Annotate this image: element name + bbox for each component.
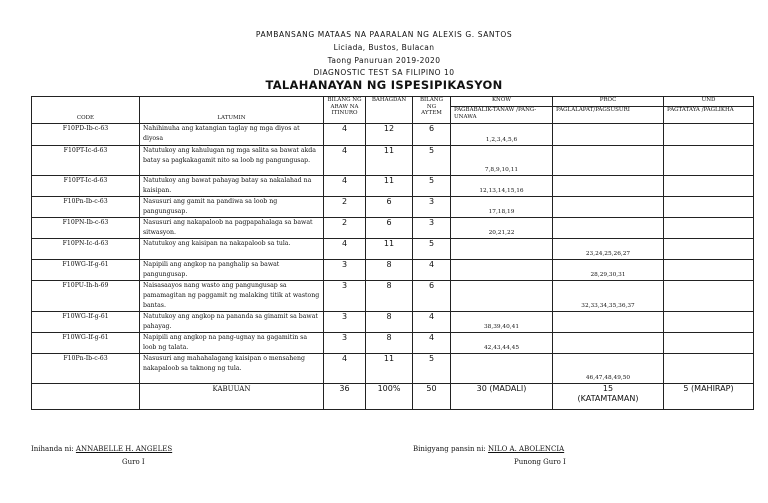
row-und-items bbox=[664, 146, 754, 176]
row-items: 4 bbox=[413, 260, 451, 281]
table-row bbox=[32, 260, 754, 281]
table-row bbox=[32, 124, 754, 146]
noted-by bbox=[413, 445, 564, 453]
header-know-sub: PAGBABALIK-TANAW /PANG-UNAWA bbox=[451, 107, 553, 124]
row-days: 3 bbox=[324, 333, 366, 354]
total-know: 30 (MADALI) bbox=[451, 384, 553, 410]
row-percent: 11 bbox=[366, 239, 413, 260]
row-latumin: Nasusuri ang nakapaloob na pagpapahalaga sa bawat sitwasyon. bbox=[140, 218, 324, 239]
row-proc-items bbox=[553, 197, 664, 218]
noted-label: Binigyang pansin ni: bbox=[413, 445, 486, 453]
row-latumin: Napipili ang angkop na panghalip sa bawat pangungusap. bbox=[140, 260, 324, 281]
row-know-items: 17,18,19 bbox=[451, 197, 553, 218]
header-latumin: LATUMIN bbox=[140, 97, 324, 124]
noted-name: NILO A. ABOLENCIA bbox=[488, 445, 565, 453]
row-know-items: 42,43,44,45 bbox=[451, 333, 553, 354]
row-know-items bbox=[451, 281, 553, 312]
row-days: 3 bbox=[324, 281, 366, 312]
row-percent: 8 bbox=[366, 260, 413, 281]
prepared-label: Inihanda ni: bbox=[31, 445, 74, 453]
row-items: 5 bbox=[413, 239, 451, 260]
row-code: F10PT-Ic-d-63 bbox=[32, 146, 140, 176]
row-proc-items bbox=[553, 124, 664, 146]
total-proc bbox=[553, 384, 664, 410]
total-items: 50 bbox=[413, 384, 451, 410]
row-latumin: Napipili ang angkop na pang-ugnay na gagamitin sa loob ng talata. bbox=[140, 333, 324, 354]
row-code: F10PT-Ic-d-63 bbox=[32, 176, 140, 197]
row-items: 3 bbox=[413, 218, 451, 239]
row-percent: 12 bbox=[366, 124, 413, 146]
row-code: F10WG-If-g-61 bbox=[32, 333, 140, 354]
table-row bbox=[32, 354, 754, 384]
school-address: Liciada, Bustos, Bulacan bbox=[333, 43, 435, 52]
row-proc-items: 23,24,25,26,27 bbox=[553, 239, 664, 260]
header-items: BILANG NG AYTEM bbox=[413, 97, 451, 124]
row-items: 5 bbox=[413, 354, 451, 384]
row-code: F10PU-Ih-h-69 bbox=[32, 281, 140, 312]
row-und-items bbox=[664, 281, 754, 312]
table-row bbox=[32, 239, 754, 260]
row-code: F10Pn-Ib-c-63 bbox=[32, 197, 140, 218]
row-percent: 8 bbox=[366, 281, 413, 312]
row-code: F10WG-If-g-61 bbox=[32, 260, 140, 281]
row-know-items: 12,13,14,15,16 bbox=[451, 176, 553, 197]
row-days: 4 bbox=[324, 176, 366, 197]
header-proc: PROC bbox=[553, 97, 664, 107]
row-latumin: Naisasaayos nang wasto ang pangungusap sa pamamagitan ng paggamit ng malaking titik at wastong bantas. bbox=[140, 281, 324, 312]
school-year: Taong Panuruan 2019-2020 bbox=[327, 56, 441, 65]
table-row bbox=[32, 333, 754, 354]
row-know-items: 1,2,3,4,5,6 bbox=[451, 124, 553, 146]
total-proc-level: (KATAMTAMAN) bbox=[577, 394, 639, 403]
total-label: KABUUAN bbox=[140, 384, 324, 410]
row-percent: 8 bbox=[366, 333, 413, 354]
row-proc-items bbox=[553, 333, 664, 354]
row-latumin: Natutukoy ang kahulugan ng mga salita sa bawat akda batay sa pagkakagamit nito sa loob ng pangungusap. bbox=[140, 146, 324, 176]
row-code: F10PD-Ib-c-63 bbox=[32, 124, 140, 146]
row-und-items bbox=[664, 260, 754, 281]
total-proc-count: 15 bbox=[602, 384, 614, 393]
row-proc-items bbox=[553, 176, 664, 197]
prepared-position: Guro I bbox=[122, 458, 145, 466]
row-items: 5 bbox=[413, 176, 451, 197]
table-row bbox=[32, 218, 754, 239]
table-row bbox=[32, 176, 754, 197]
row-days: 3 bbox=[324, 312, 366, 333]
row-latumin: Nahihinuha ang katangian taglay ng mga diyos at diyosa bbox=[140, 124, 324, 146]
row-proc-items bbox=[553, 218, 664, 239]
row-latumin: Natutukoy ang bawat pahayag batay sa nakalahad na kaisipan. bbox=[140, 176, 324, 197]
row-know-items bbox=[451, 354, 553, 384]
row-items: 4 bbox=[413, 333, 451, 354]
row-days: 3 bbox=[324, 260, 366, 281]
row-days: 4 bbox=[324, 239, 366, 260]
row-know-items: 20,21,22 bbox=[451, 218, 553, 239]
row-latumin: Nasusuri ang gamit na pandiwa sa loob ng pangungusap. bbox=[140, 197, 324, 218]
row-know-items: 38,39,40,41 bbox=[451, 312, 553, 333]
row-know-items: 7,8,9,10,11 bbox=[451, 146, 553, 176]
row-percent: 8 bbox=[366, 312, 413, 333]
row-items: 4 bbox=[413, 312, 451, 333]
row-know-items bbox=[451, 260, 553, 281]
row-proc-items: 28,29,30,31 bbox=[553, 260, 664, 281]
table-row bbox=[32, 281, 754, 312]
row-proc-items bbox=[553, 312, 664, 333]
header-days: BILANG NG ARAW NA ITINURO bbox=[324, 97, 366, 124]
row-percent: 11 bbox=[366, 354, 413, 384]
row-code: F10Pn-Ib-c-63 bbox=[32, 354, 140, 384]
row-items: 3 bbox=[413, 197, 451, 218]
row-proc-items bbox=[553, 146, 664, 176]
specification-table bbox=[31, 96, 754, 410]
school-name: PAMBANSANG MATAAS NA PAARALAN NG ALEXIS G. SANTOS bbox=[255, 30, 513, 39]
header-know: KNOW bbox=[451, 97, 553, 107]
row-und-items bbox=[664, 333, 754, 354]
row-percent: 11 bbox=[366, 176, 413, 197]
header-proc-sub: PAGLALAPAT/PAGSUSURI bbox=[553, 107, 664, 124]
row-code: F10WG-If-g-61 bbox=[32, 312, 140, 333]
row-und-items bbox=[664, 197, 754, 218]
row-und-items bbox=[664, 312, 754, 333]
row-und-items bbox=[664, 124, 754, 146]
row-items: 5 bbox=[413, 146, 451, 176]
row-und-items bbox=[664, 176, 754, 197]
total-days: 36 bbox=[324, 384, 366, 410]
row-days: 4 bbox=[324, 146, 366, 176]
table-row bbox=[32, 197, 754, 218]
table-row bbox=[32, 146, 754, 176]
row-und-items bbox=[664, 218, 754, 239]
row-percent: 11 bbox=[366, 146, 413, 176]
row-code: F10PN-Ic-d-63 bbox=[32, 239, 140, 260]
prepared-name: ANNABELLE H. ANGELES bbox=[75, 445, 173, 453]
row-und-items bbox=[664, 354, 754, 384]
row-proc-items: 32,33,34,35,36,37 bbox=[553, 281, 664, 312]
total-percent: 100% bbox=[366, 384, 413, 410]
row-items: 6 bbox=[413, 281, 451, 312]
test-name: DIAGNOSTIC TEST SA FILIPINO 10 bbox=[313, 68, 455, 77]
noted-position: Punong Guro I bbox=[514, 458, 566, 466]
row-code: F10PN-Ib-c-63 bbox=[32, 218, 140, 239]
row-days: 2 bbox=[324, 197, 366, 218]
document-title: TALAHANAYAN NG ISPESIPIKASYON bbox=[265, 78, 503, 92]
row-items: 6 bbox=[413, 124, 451, 146]
header-code: CODE bbox=[32, 97, 140, 124]
prepared-by bbox=[31, 445, 172, 453]
row-latumin: Nasusuri ang mahahalagang kaisipan o mensaheng nakapaloob sa taknong ng tula. bbox=[140, 354, 324, 384]
row-latumin: Natutukoy ang kaisipan na nakapaloob sa tula. bbox=[140, 239, 324, 260]
header-und-sub: PAGTATAYA /PAGLIKHA bbox=[664, 107, 754, 124]
row-latumin: Natutukoy ang angkop na pananda sa ginamit sa bawat pahayag. bbox=[140, 312, 324, 333]
row-proc-items: 46,47,48,49,50 bbox=[553, 354, 664, 384]
row-days: 4 bbox=[324, 354, 366, 384]
total-und: 5 (MAHIRAP) bbox=[664, 384, 754, 410]
table-row bbox=[32, 312, 754, 333]
row-percent: 6 bbox=[366, 197, 413, 218]
header-und: UND bbox=[664, 97, 754, 107]
row-percent: 6 bbox=[366, 218, 413, 239]
row-days: 2 bbox=[324, 218, 366, 239]
row-und-items bbox=[664, 239, 754, 260]
row-days: 4 bbox=[324, 124, 366, 146]
header-percent: BAHAGDAN bbox=[366, 97, 413, 124]
row-know-items bbox=[451, 239, 553, 260]
